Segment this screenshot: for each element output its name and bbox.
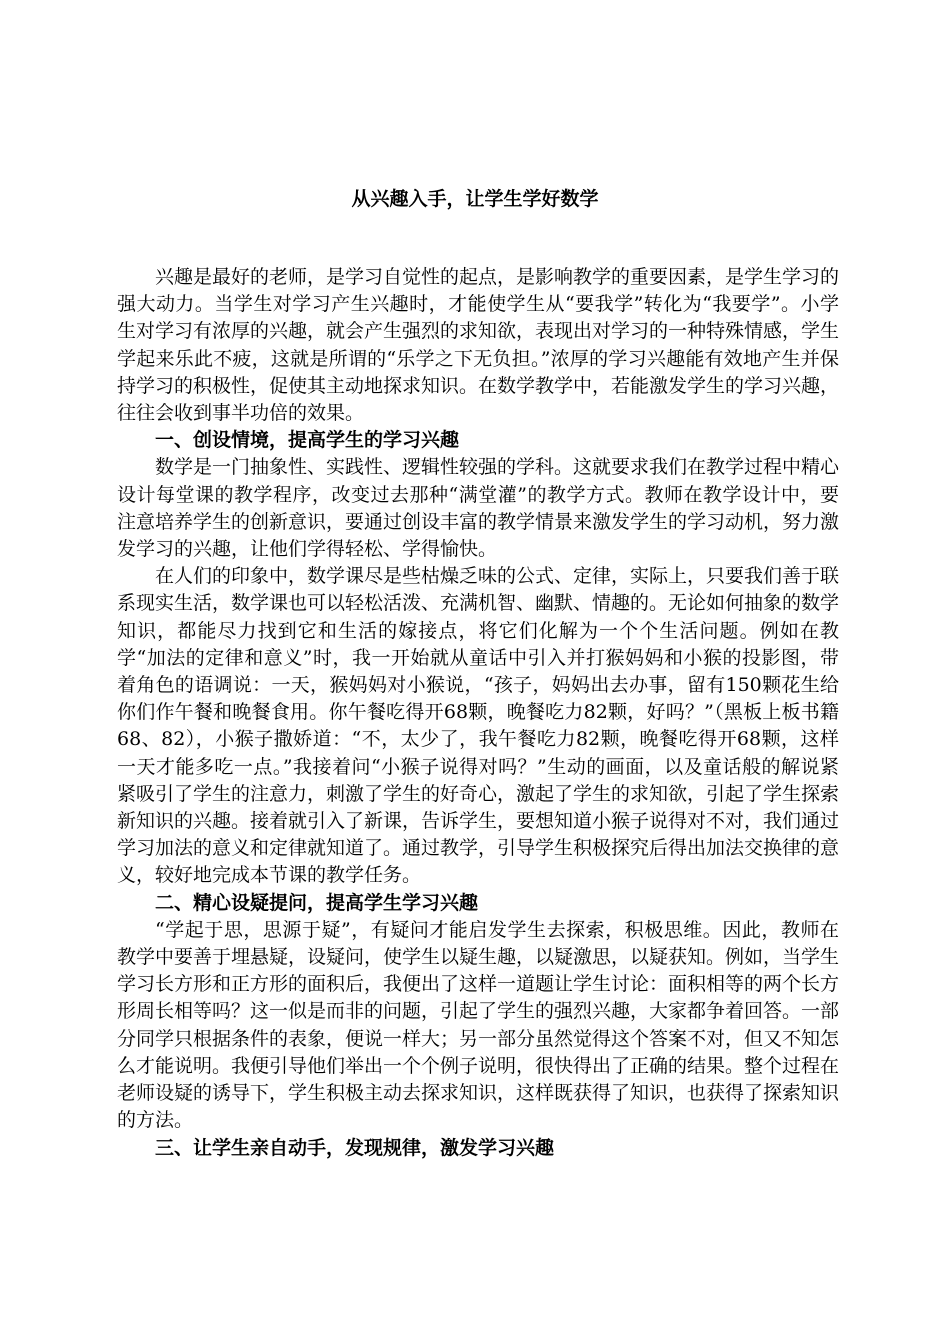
paragraph-intro: 兴趣是最好的老师，是学习自觉性的起点，是影响教学的重要因素，是学生学习的强大动力。当学生对学习产生兴趣时，才能使学生从“要我学”转化为“我要学”。小学生对学习有浓厚的兴趣，就会产生强烈的求知欲，表现出对学习的一种特殊情感，学生学起来乐此不疲，这就是所谓的“乐学之下无负担。”浓厚的学习兴趣能有效地产生并保持学习的积极性，促使其主动地探求知识。在数学教学中，若能激发学生的学习兴趣，往往会收到事半功倍的效果。 — [117, 266, 840, 425]
document-title: 从兴趣入手，让学生学好数学 — [351, 188, 599, 210]
paragraph-section2: “学起于思，思源于疑”，有疑问才能启发学生去探索，积极思维。因此，教师在教学中要善于埋悬疑，设疑问，使学生以疑生趣，以疑激思，以疑获知。例如，当学生学习长方形和正方形的面积后，我便出了这样一道题让学生讨论：面积相等的两个长方形周长相等吗？这一似是而非的问题，引起了学生的强烈兴趣，大家都争着回答。一部分同学只根据条件的表象，便说一样大；另一部分虽然觉得这个答案不对，但又不知怎么才能说明。我便引导他们举出一个个例子说明，很快得出了正确的结果。整个过程在老师设疑的诱导下，学生积极主动去探求知识，这样既获得了知识，也获得了探索知识的方法。 — [117, 918, 840, 1132]
section-heading-2: 二、精心设疑提问，提高学生学习兴趣 — [155, 891, 479, 914]
paragraph-section1-a: 数学是一门抽象性、实践性、逻辑性较强的学科。这就要求我们在教学过程中精心设计每堂课的教学程序，改变过去那种“满堂灌”的教学方式。教师在教学设计中，要注意培养学生的创新意识，要通过创设丰富的教学情景来激发学生的学习动机，努力激发学习的兴趣，让他们学得轻松、学得愉快。 — [117, 456, 840, 561]
section-heading-3: 三、让学生亲自动手，发现规律，激发学习兴趣 — [155, 1136, 555, 1159]
paragraph-section1-b: 在人们的印象中，数学课尽是些枯燥乏味的公式、定律，实际上，只要我们善于联系现实生活，数学课也可以轻松活泼、充满机智、幽默、情趣的。无论如何抽象的数学知识，都能尽力找到它和生活的嫁接点，将它们化解为一个个生活问题。例如在教学“加法的定律和意义”时，我一开始就从童话中引入并打猴妈妈和小猴的投影图，带着角色的语调说：一天，猴妈妈对小猴说，“孩子，妈妈出去办事，留有150颗花生给你们作午餐和晚餐食用。你午餐吃得开68颗，晚餐吃力82颗，好吗？”（黑板上板书籍68、82），小猴子撒娇道：“不，太少了，我午餐吃力82颗，晚餐吃得开68颗，这样一天才能多吃一点。”我接着问“小猴子说得对吗？”生动的画面，以及童话般的解说紧紧吸引了学生的注意力，刺激了学生的好奇心，激起了学生的求知欲，引起了学生探索新知识的兴趣。接着就引入了新课，告诉学生，要想知道小猴子说得对不对，我们通过学习加法的意义和定律就知道了。通过教学，引导学生积极探究后得出加法交换律的意义，较好地完成本节课的教学任务。 — [117, 565, 840, 887]
document-body — [117, 264, 839, 1162]
section-heading-1: 一、创设情境，提高学生的学习兴趣 — [155, 429, 460, 452]
